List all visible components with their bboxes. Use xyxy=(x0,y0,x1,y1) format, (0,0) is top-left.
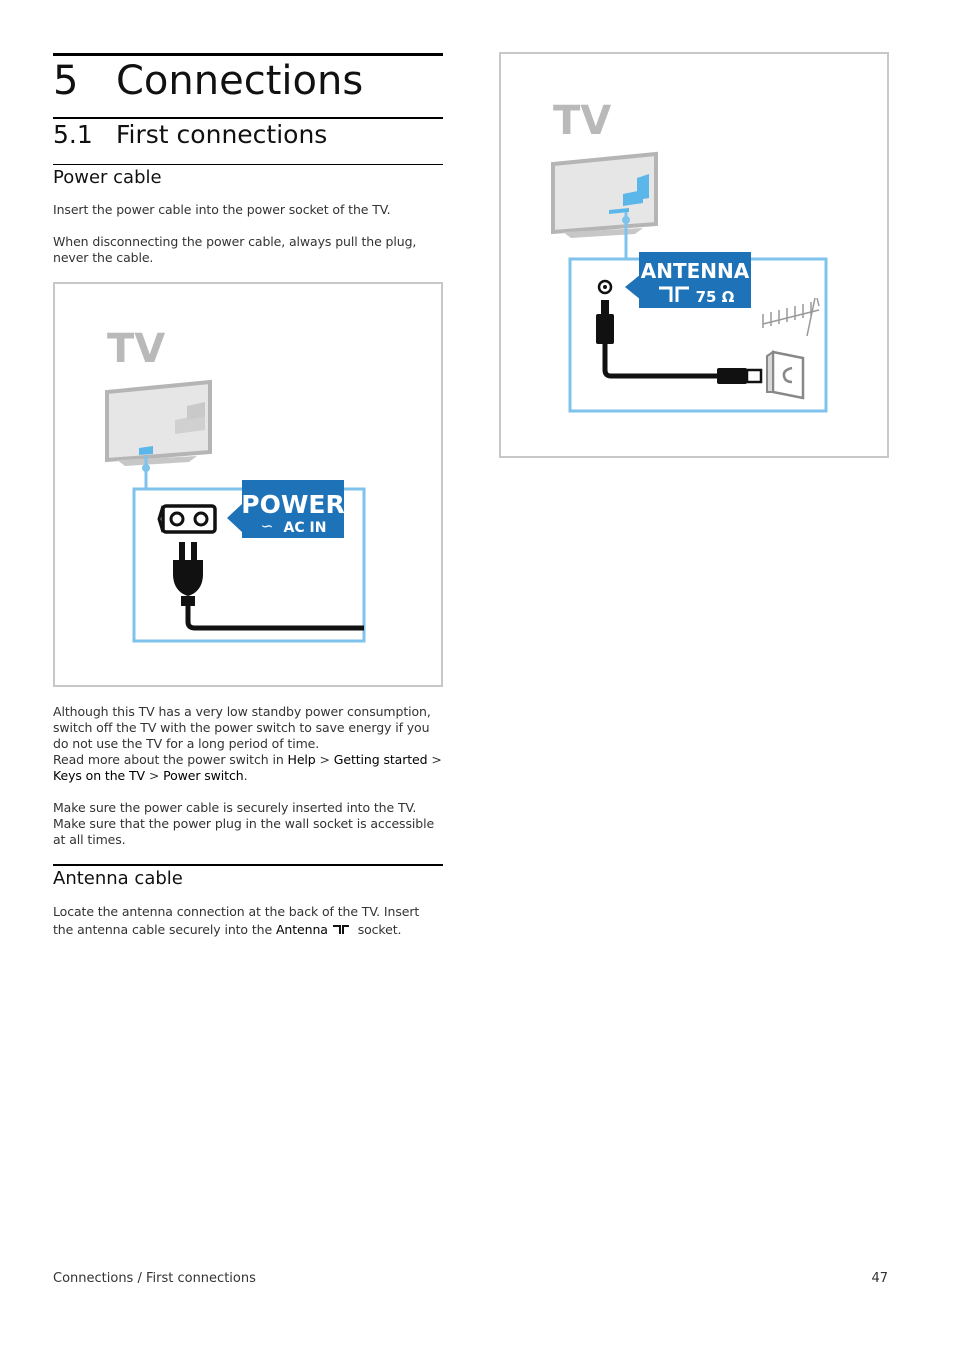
subsection-rule-antenna xyxy=(53,864,443,866)
chapter-number: 5 xyxy=(53,58,79,104)
antenna-text-suffix: socket. xyxy=(353,922,402,937)
antenna-cable-paragraph xyxy=(53,903,443,939)
breadcrumb-separator: > xyxy=(144,768,164,783)
rooftop-antenna-icon xyxy=(763,298,819,336)
link-keys-on-the-tv[interactable]: Keys on the TV xyxy=(53,768,145,783)
power-cable-figure xyxy=(53,282,443,687)
period: . xyxy=(243,768,248,783)
power-badge-label: POWER xyxy=(241,490,345,519)
power-diagram xyxy=(55,284,441,685)
subsection-rule-power xyxy=(53,164,443,165)
antenna-badge-label: ANTENNA xyxy=(640,259,750,283)
antenna-socket-name: Antenna xyxy=(275,922,328,937)
power-cable-heading: Power cable xyxy=(53,167,162,188)
power-cable-line xyxy=(188,606,364,628)
antenna-diagram xyxy=(501,54,887,456)
tv-label: TV xyxy=(553,98,612,144)
antenna-symbol-icon xyxy=(328,921,354,939)
read-more-line xyxy=(53,752,443,784)
read-more-prefix: Read more about the power switch in xyxy=(53,752,288,767)
section-title: First connections xyxy=(116,120,328,149)
tv-monitor-icon xyxy=(553,154,656,238)
section-number: 5.1 xyxy=(53,120,93,149)
link-power-switch[interactable]: Power switch xyxy=(163,768,244,783)
page-number: 47 xyxy=(871,1271,888,1286)
power-socket-icon xyxy=(159,506,215,532)
wall-socket-icon xyxy=(767,352,803,398)
power-cable-paragraph-3: Although this TV has a very low standby power consumption, switch off the TV with the power switch to save energy if you do not use the TV for a long period of time. xyxy=(53,704,431,751)
antenna-badge xyxy=(625,252,751,308)
chapter-title: Connections xyxy=(116,58,364,104)
tv-connector-dot xyxy=(142,464,150,472)
power-cable-paragraph-4: Make sure the power cable is securely inserted into the TV. xyxy=(53,800,417,815)
antenna-cable-line xyxy=(605,344,717,376)
footer-breadcrumb: Connections / First connections xyxy=(53,1271,256,1286)
tv-label: TV xyxy=(107,326,166,372)
ac-wave-icon: ∽ xyxy=(260,517,274,535)
power-cable-paragraph-1: Insert the power cable into the power socket of the TV. xyxy=(53,202,391,217)
antenna-cable-heading: Antenna cable xyxy=(53,868,183,889)
breadcrumb-separator: > xyxy=(427,752,442,767)
power-plug-icon xyxy=(173,542,203,606)
power-cable-paragraph-2: When disconnecting the power cable, always pull the plug, never the cable. xyxy=(53,234,417,265)
breadcrumb-separator: > xyxy=(315,752,334,767)
coax-plug-icon xyxy=(596,300,614,344)
power-ac-in-badge xyxy=(227,480,345,538)
coax-end-plug-icon xyxy=(717,368,761,384)
antenna-text-prefix: Locate the antenna connection at the back of the TV. Insert the antenna cable securely into the xyxy=(53,904,420,937)
link-getting-started[interactable]: Getting started xyxy=(333,752,428,767)
tv-monitor-icon xyxy=(107,382,210,466)
antenna-impedance-label: 75 Ω xyxy=(695,288,735,306)
ac-in-badge-label: AC IN xyxy=(283,520,327,536)
link-help[interactable]: Help xyxy=(287,752,316,767)
tv-connector-dot xyxy=(622,216,630,224)
antenna-cable-figure xyxy=(499,52,889,458)
power-cable-paragraph-5: Make sure that the power plug in the wall socket is accessible at all times. xyxy=(53,816,435,847)
